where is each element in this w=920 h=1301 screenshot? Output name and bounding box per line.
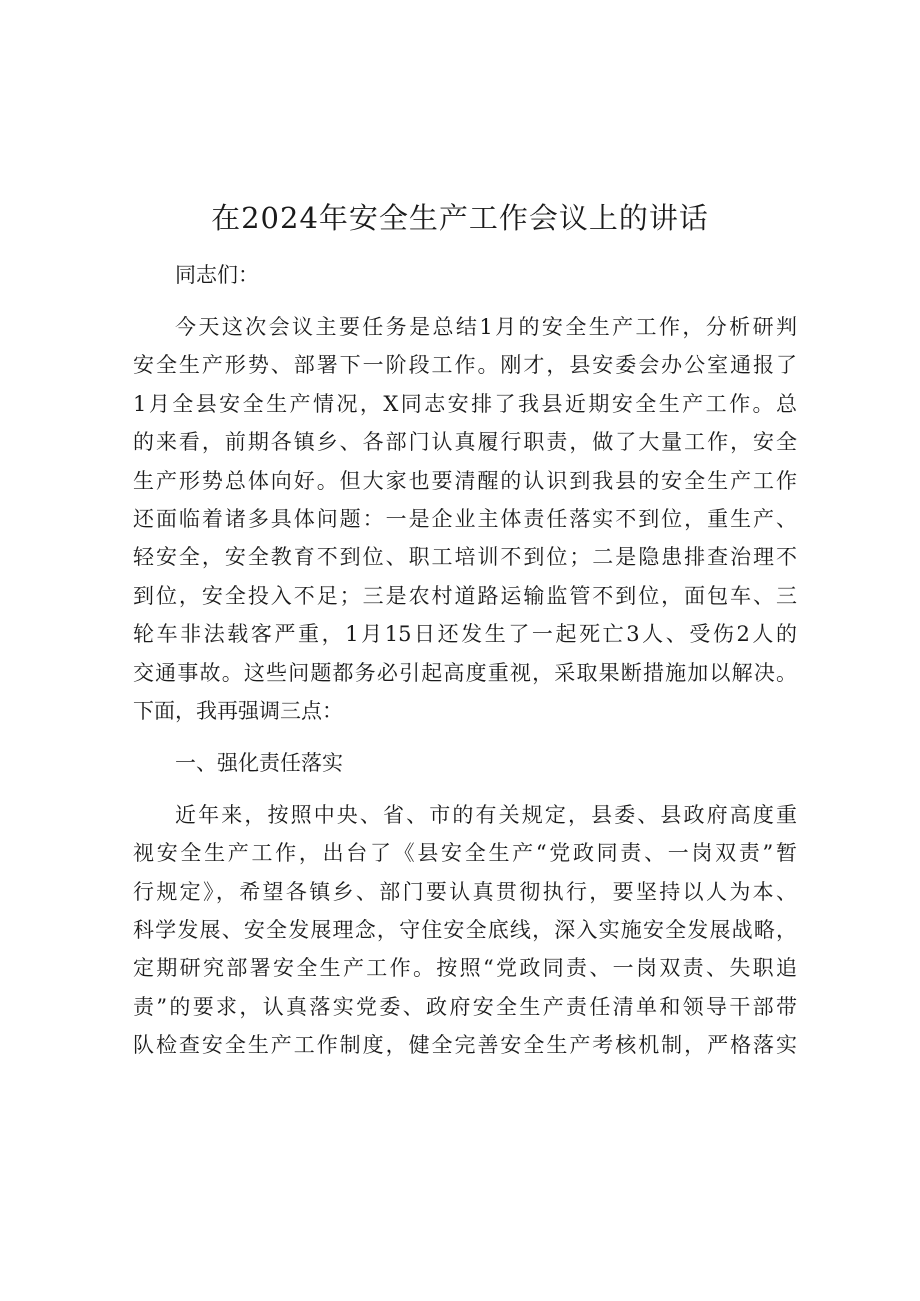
document-title: 在2024年安全生产工作会议上的讲话: [211, 201, 709, 235]
paragraph-line: 下面，我再强调三点：: [133, 698, 343, 723]
paragraph-line: 今天这次会议主要任务是总结1月的安全生产工作，分析研判: [175, 314, 797, 339]
paragraph-line: 还面临着诸多具体问题：一是企业主体责任落实不到位，重生产、: [133, 506, 797, 531]
paragraph-line: 行规定》，希望各镇乡、部门要认真贯彻执行，要坚持以人为本、: [133, 879, 797, 904]
paragraph-line: 的来看，前期各镇乡、各部门认真履行职责，做了大量工作，安全: [133, 430, 797, 455]
paragraph-line: 队检查安全生产工作制度，健全完善安全生产考核机制，严格落实: [133, 1033, 797, 1058]
document-body: [133, 256, 797, 1065]
salutation: 同志们：: [175, 263, 259, 287]
paragraph-line: 轻安全，安全教育不到位、职工培训不到位；二是隐患排查治理不: [133, 545, 797, 570]
paragraph-line: 定期研究部署安全生产工作。按照“党政同责、一岗双责、失职追: [133, 956, 797, 981]
paragraph-line: 责”的要求，认真落实党委、政府安全生产责任清单和领导干部带: [133, 994, 797, 1019]
paragraph-line: 近年来，按照中央、省、市的有关规定，县委、县政府高度重: [175, 802, 797, 827]
paragraph-line: 轮车非法载客严重，1月15日还发生了一起死亡3人、受伤2人的: [133, 622, 797, 647]
paragraph-1: [133, 308, 797, 730]
paragraph-line: 到位，安全投入不足；三是农村道路运输监管不到位，面包车、三: [133, 583, 797, 608]
paragraph-gap: [133, 294, 797, 308]
paragraph-line: 科学发展、安全发展理念，守住安全底线，深入实施安全发展战略，: [133, 918, 797, 943]
paragraph-line: 交通事故。这些问题都务必引起高度重视，采取果断措施加以解决。: [133, 660, 797, 685]
paragraph-2: [133, 796, 797, 1065]
paragraph-line: 生产形势总体向好。但大家也要清醒的认识到我县的安全生产工作: [133, 468, 797, 493]
paragraph-line: 1月全县安全生产情况，X同志安排了我县近期安全生产工作。总: [133, 391, 797, 416]
paragraph-line: 视安全生产工作，出台了《县安全生产“党政同责、一岗双责”暂: [133, 841, 797, 866]
section-heading: 一、强化责任落实: [175, 750, 343, 775]
paragraph-gap: [133, 730, 797, 744]
paragraph-line: 安全生产形势、部署下一阶段工作。刚才，县安委会办公室通报了: [133, 353, 797, 378]
paragraph-gap: [133, 782, 797, 796]
